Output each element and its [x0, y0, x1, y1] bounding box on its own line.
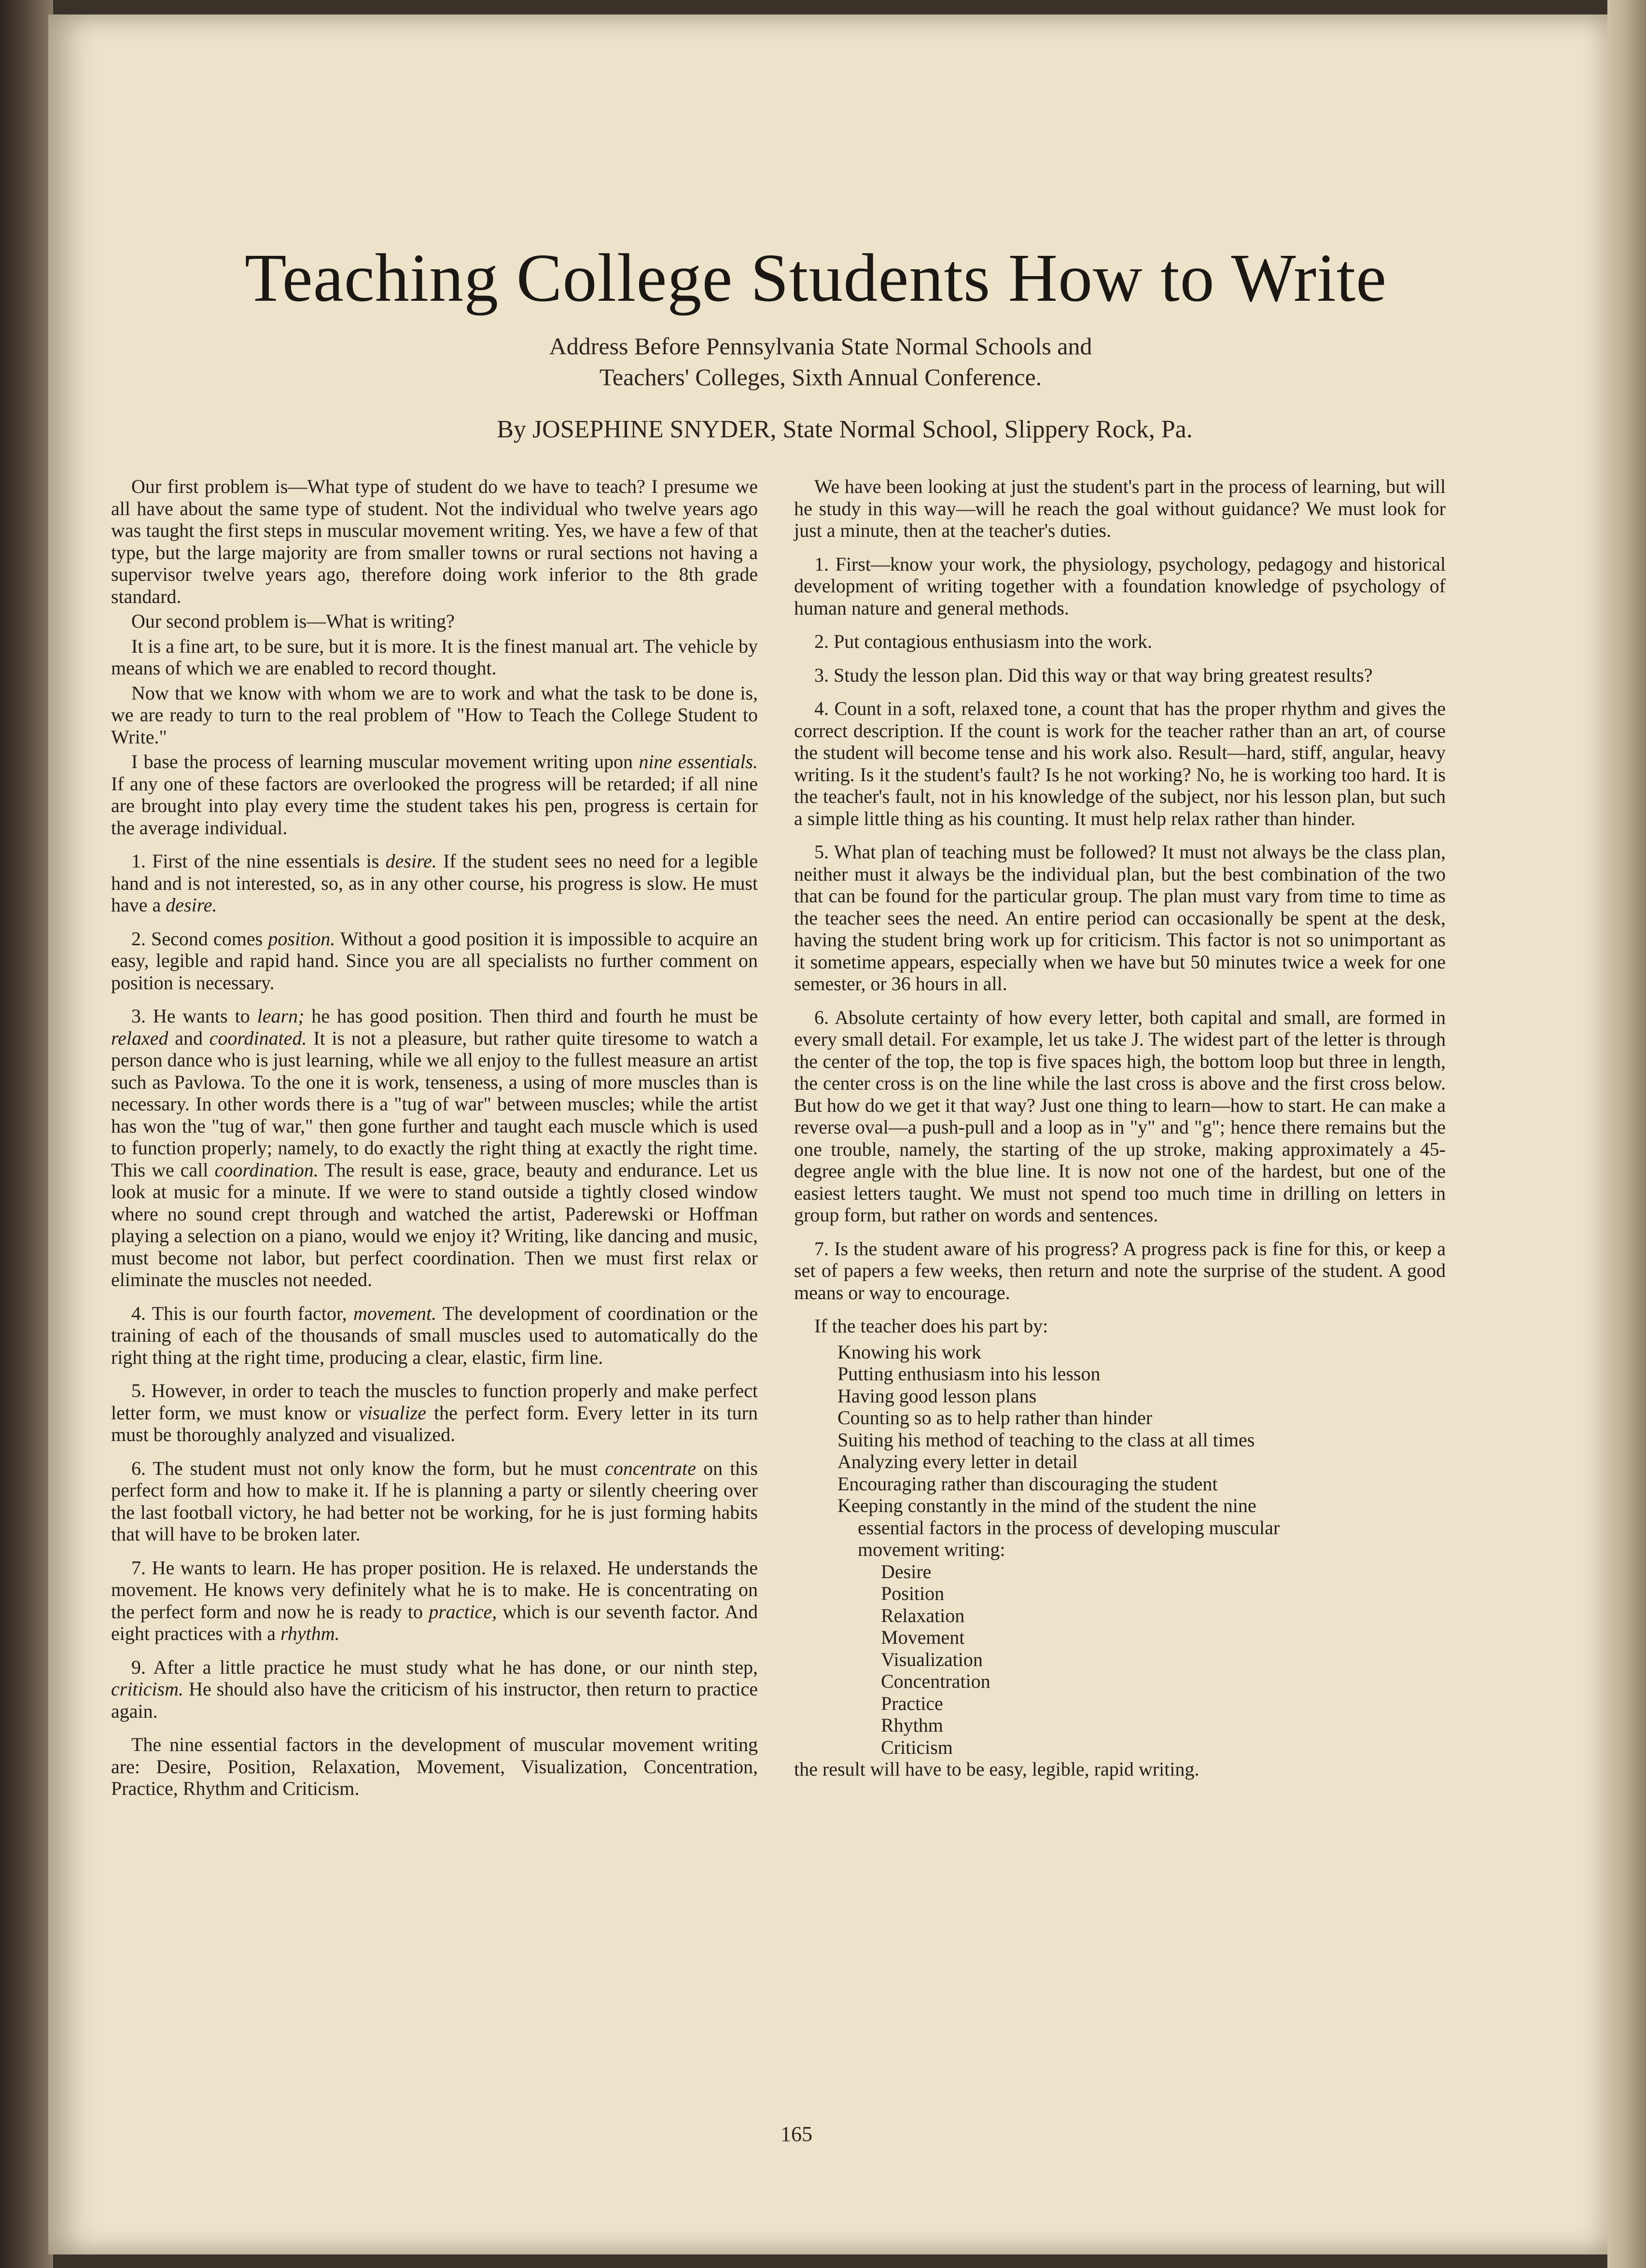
list-item: Rhythm [881, 1714, 943, 1736]
paragraph: 5. However, in order to teach the muscles to function properly and make perfect letter form, we must know or visualize the perfect form. Every letter in its turn must be thoroughly analyzed and visualized. [111, 1380, 758, 1445]
list-item: Counting so as to help rather than hinder [837, 1407, 1153, 1428]
list-item: Movement [881, 1626, 965, 1648]
list-item: Putting enthusiasm into his lesson [837, 1363, 1101, 1385]
paragraph: 7. Is the student aware of his progress? A progress pack is fine for this, or keep a set of papers a few weeks, then return and note the surprise of the student. A good means or way to encourage. [794, 1237, 1446, 1303]
paragraph: 3. Study the lesson plan. Did this way or that way bring greatest results? [814, 664, 1373, 686]
page-number: 165 [781, 2122, 812, 2146]
paragraph: 2. Second comes position. Without a good position it is impossible to acquire an easy, legible and rapid hand. Since you are all specialists no further comment on position is necessary. [111, 927, 758, 994]
list-item: Practice [881, 1692, 943, 1714]
paragraph: It is a fine art, to be sure, but it is more. It is the finest manual art. The vehicle by means of which we are enabled to record thought. [111, 635, 758, 679]
list-item: Relaxation [881, 1604, 965, 1626]
book-spine [0, 0, 53, 2268]
paragraph: 9. After a little practice he must study what he has done, or our ninth step, criticism. He should also have the criticism of his instructor, then return to practice again. [111, 1656, 758, 1722]
list-item: Knowing his work [837, 1341, 981, 1363]
paragraph: 4. This is our fourth factor, movement. The development of coordination or the training of each of the thousands of small muscles used to automatically do the right thing at the right time, producing a clear, elastic, firm line. [111, 1302, 758, 1368]
page-edge [1607, 0, 1646, 2268]
paragraph: 4. Count in a soft, relaxed tone, a count that has the proper rhythm and gives the correct description. If the count is work for the teacher rather than an art, of course the student will become tense and his work also. Result—hard, stiff, angular, heavy writing. Is it the student's fault? Is he not working? No, he is working too hard. It is the teacher's fault, not in his knowledge of the subject, nor his lesson plan, but such a simple little thing as his counting. It must help relax rather than hinder. [794, 698, 1446, 829]
paragraph: 7. He wants to learn. He has proper position. He is relaxed. He understands the movement. He knows very definitely what he is to make. He is concentrating on the perfect form and now he is ready to practice, which is our seventh factor. And eight practices with a rhythm. [111, 1556, 758, 1644]
list-item: Analyzing every letter in detail [837, 1451, 1078, 1472]
list-item: Visualization [881, 1648, 983, 1670]
list-item: Position [881, 1582, 945, 1604]
paragraph: 3. He wants to learn; he has good position. Then third and fourth he must be relaxed and coordinated. It is not a pleasure, but rather quite tiresome to watch a person dance who is just learning, while we all enjoy to the fullest measure an artist such as Pavlowa. To the one it is work, tenseness, a using of more muscles than is necessary. In other words there is a "tug of war" between muscles; while the artist has won the "tug of war," then gone further and taught each muscle which is used to function properly; namely, to do exactly the right thing at exactly the right time. This we call coordination. The result is ease, grace, beauty and endurance. Let us look at music for a minute. If we were to stand outside a tightly closed window where no sound crept through and watched the artist, Paderewski or Hoffman playing a selection on a piano, would we enjoy it? Writing, like dancing and music, must become not labor, but perfect coordination. Then we must first relax or eliminate the muscles not needed. [111, 1005, 758, 1290]
right-column [794, 476, 1446, 1792]
paragraph: Our first problem is—What type of student do we have to teach? I presume we all have about the same type of student. Not the individual who twelve years ago was taught the first steps in muscular movement writing. Yes, we have a few of that type, but the large majority are from smaller towns or rural sections not having a supervisor twelve years ago, therefore doing work inferior to the 8th grade standard. [111, 476, 758, 607]
list-item: Keeping constantly in the mind of the student the nine essential factors in the process of developing muscular movement writing: [837, 1495, 1280, 1560]
closing-line: the result will have to be easy, legible, rapid writing. [794, 1758, 1200, 1780]
paragraph: Our second problem is—What is writing? [131, 610, 455, 632]
essential-factors-list [794, 1561, 1446, 1759]
paragraph: 6. Absolute certainty of how every letter, both capital and small, are formed in every small detail. For example, let us take J. The widest part of the letter is through the center of the top, the top is five spaces high, the bottom loop but three in length, the center cross is on the line while the last cross is above and the first cross below. But how do we get it that way? Just one thing to learn—how to start. He can make a reverse oval—a push-pull and a loop as in "y" and "g"; hence there remains but the one trouble, namely, the starting of the up stroke, making approximately a 45-degree angle with the blue line. It is now not one of the hardest, but one of the easiest letters taught. We must not spend too much time in drilling on letters in group form, but rather on words and sentences. [794, 1006, 1446, 1226]
paragraph: We have been looking at just the student's part in the process of learning, but will he study in this way—will he reach the goal without guidance? We must look for just a minute, then at the teacher's duties. [794, 476, 1446, 541]
paragraph: If the teacher does his part by: [814, 1315, 1048, 1337]
article-byline: By JOSEPHINE SNYDER, State Normal School, Slippery Rock, Pa. [497, 416, 1193, 443]
list-item: Desire [881, 1560, 932, 1582]
list-item: Criticism [881, 1736, 953, 1758]
paragraph: 1. First of the nine essentials is desire. If the student sees no need for a legible hand and is not interested, so, as in any other course, his progress is slow. He must have a desire. [111, 850, 758, 916]
subtitle-line-1: Address Before Pennsylvania State Normal Schools and [549, 333, 1092, 360]
subtitle-line-2: Teachers' Colleges, Sixth Annual Conference. [599, 364, 1042, 391]
list-item: Having good lesson plans [837, 1385, 1037, 1407]
paragraph: I base the process of learning muscular movement writing upon nine essentials. If any one of these factors are overlooked the progress will be retarded; if all nine are brought into play every time the student takes his pen, progress is certain for the average individual. [111, 751, 758, 839]
article-title: Teaching College Students How to Write [244, 239, 1387, 316]
list-item: Suiting his method of teaching to the class at all times [837, 1428, 1255, 1451]
paragraph: 1. First—know your work, the physiology, psychology, pedagogy and historical development of writing together with a foundation knowledge of psychology of human nature and general methods. [794, 553, 1446, 619]
teacher-duties-list [794, 1341, 1446, 1561]
left-column [111, 476, 758, 1811]
list-item: Concentration [881, 1670, 990, 1692]
paragraph: 2. Put contagious enthusiasm into the work. [814, 630, 1152, 652]
paragraph: 5. What plan of teaching must be followed? It must not always be the class plan, neither must it always be the individual plan, but the best combination of the two that can be found for the particular group. The plan must vary from time to time as the teacher sees the need. An entire period can occasionally be spent at the desk, having the student bring work up for criticism. This factor is not so unimportant as it sometime appears, especially when we have but 50 minutes twice a week for one semester, or 36 hours in all. [794, 841, 1446, 994]
paragraph: The nine essential factors in the development of muscular movement writing are: Desire, Position, Relaxation, Movement, Visualization, Concentration, Practice, Rhythm and Criticism. [111, 1734, 758, 1799]
list-item: Encouraging rather than discouraging the student [837, 1472, 1218, 1495]
paragraph: Now that we know with whom we are to work and what the task to be done is, we are ready to turn to the real problem of "How to Teach the College Student to Write." [111, 682, 758, 748]
article-subtitle [338, 331, 1303, 392]
paragraph: 6. The student must not only know the form, but he must concentrate on this perfect form and how to make it. If he is planning a party or silently cheering over the last football victory, he had better not be working, for he is just forming habits that will have to be broken later. [111, 1457, 758, 1545]
